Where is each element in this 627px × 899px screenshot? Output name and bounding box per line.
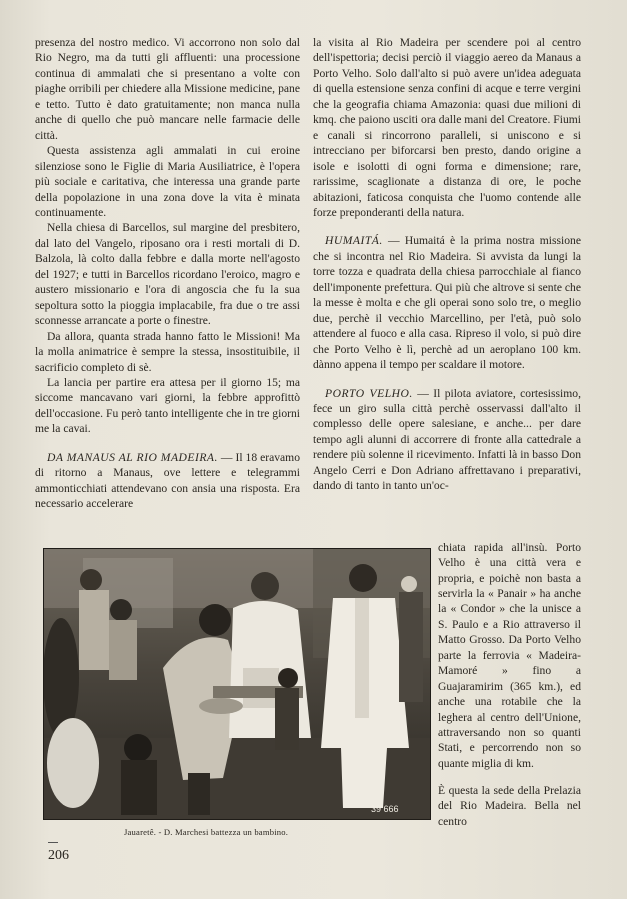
section-heading: DA MANAUS AL RIO MADEIRA. [47,450,218,464]
section-text: — Il pilota aviatore, cortesissimo, fece un giro sulla città perchè osservassi dall'alto il complesso delle opere salesiane, e anche... per dare tempo agli alunni di accorrere di fronte alla cattedrale a rendere più solenne il ricevimento. Infatti là in basso Don Angelo Cerri e Don Adriano affrettavano i preparativi, dando di tanto in tanto un'oc- [313,386,581,493]
page-number: 206 [48,848,69,863]
paragraph: Questa assistenza agli ammalati in cui eroine silenziose sono le Figlie di Maria Ausiliatrice, è l'opera più sociale e caritativa, che interessa una grande parte della popolazione in una zona dove la vita è minata continuamente. [35,144,300,219]
paragraph: Da allora, quanta strada hanno fatto le Missioni! Ma la molla animatrice è sempre la stessa, insostituibile, il sacrificio completo di sè. [35,329,300,374]
section-paragraph [313,233,581,372]
section-heading: PORTO VELHO. [325,386,413,400]
paragraph: La lancia per partire era attesa per il giorno 15; ma siccome mancavano vari giorni, la febbre approfittò dell'occasione. Fu però tanto intelligente che in tre giorni me la cavai. [35,375,300,436]
left-column [35,35,300,512]
right-column-tail [438,528,581,841]
section-text: — Humaitá è la prima nostra missione che si incontra nel Rio Madeira. Si avvista da lungi la torre tozza e quadrata della chiesa parrocchiale al fianco dell'imponente prefettura. Qui più che altrove si sente che la messe è molta e che gli operai sono solo tre, o meglio due, perchè il vecchio Marcellino, per l'età, può solo attendere al fuoco e alla casa. Ripreso il volo, si può dire che Porto Velho è lì, perchè ad un aeroplano 100 km. dànno appena il tempo per scaldare il motore. [313,234,581,372]
baptism-photo [43,548,431,820]
photo-image [43,548,431,820]
photo-mark: 39 666 [371,804,399,814]
paragraph: la visita al Rio Madeira per scendere poi al centro dell'ispettoria; decisi perciò il viaggio aereo da Manaus a Porto Velho. Solo dall'alto si può avere un'idea adeguata di quella estensione senza confini di acque e terre vergini che la geografia chiama Amazonia: quasi due milioni di kmq. che paiono usciti ora dalle mani del Creatore. Fiumi e canali si rincorrono paralleli, si uniscono e si intrecciano per biforcarsi ben presto, dando origine a isole e isolotti di ogni forma e dimensione; rare, rarissime, scaglionate a distanza di ore, le poche abitazioni, faticosa conquista che l'uomo contende alle forze preponderanti della natura. [313,36,581,219]
paragraph: Nella chiesa di Barcellos, sul margine del presbitero, dal lato del Vangelo, riposano ora i resti mortali di D. Balzola, là colto dalla febbre e dalla morte nell'agosto del 1927; e tutti in Barcellos ricordano l'eroico, magro e austero missionario e l'ora di angoscia che fu la sua sepoltura sotto la pioggia implacabile, fra due o tre assi sconnesse arrancate a porte o finestre. [35,221,300,328]
section-heading: HUMAITÁ. [325,234,383,248]
section-text: — Il 18 eravamo di ritorno a Manaus, ove lettere e telegrammi ammonticchiati attendevano con ansia una risposta. Era necessario accelerare [35,450,300,511]
section-paragraph [313,386,581,494]
right-column [313,35,581,494]
paragraph: presenza del nostro medico. Vi accorrono non solo dal Rio Negro, ma da tutti gli affluenti: una processione continua di ammalati che si presentano a volte con piaghe orribili per chiedere alla Missione medicine, pane e tetto. Tutto è dato gratuitamente; non manca nulla anche di quello che può mancare nelle farmacie delle città. [35,36,300,142]
divider [48,842,58,843]
paragraph: chiata rapida all'insù. Porto Velho è una città vera e propria, e poichè non basta a servirla la « Panair » ha anche la « Condor » che la unisce a S. Paulo e a Rio attraverso il Matto Grosso. Da Porto Velho parte la ferrovia « Madeira-Mamoré » fino a Guajaramirim (365 km.), ed anche una rotabile che la leghera al centro dell'Unione, attraversando non so quanti Stati, e percorrendo non so quante miglia di km. [438,540,581,770]
section-paragraph [35,450,300,512]
photo-caption: Jauaretê. - D. Marchesi battezza un bambino. [124,827,289,837]
paragraph: È questa la sede della Prelazia del Rio Madeira. Bella nel centro [438,783,581,828]
